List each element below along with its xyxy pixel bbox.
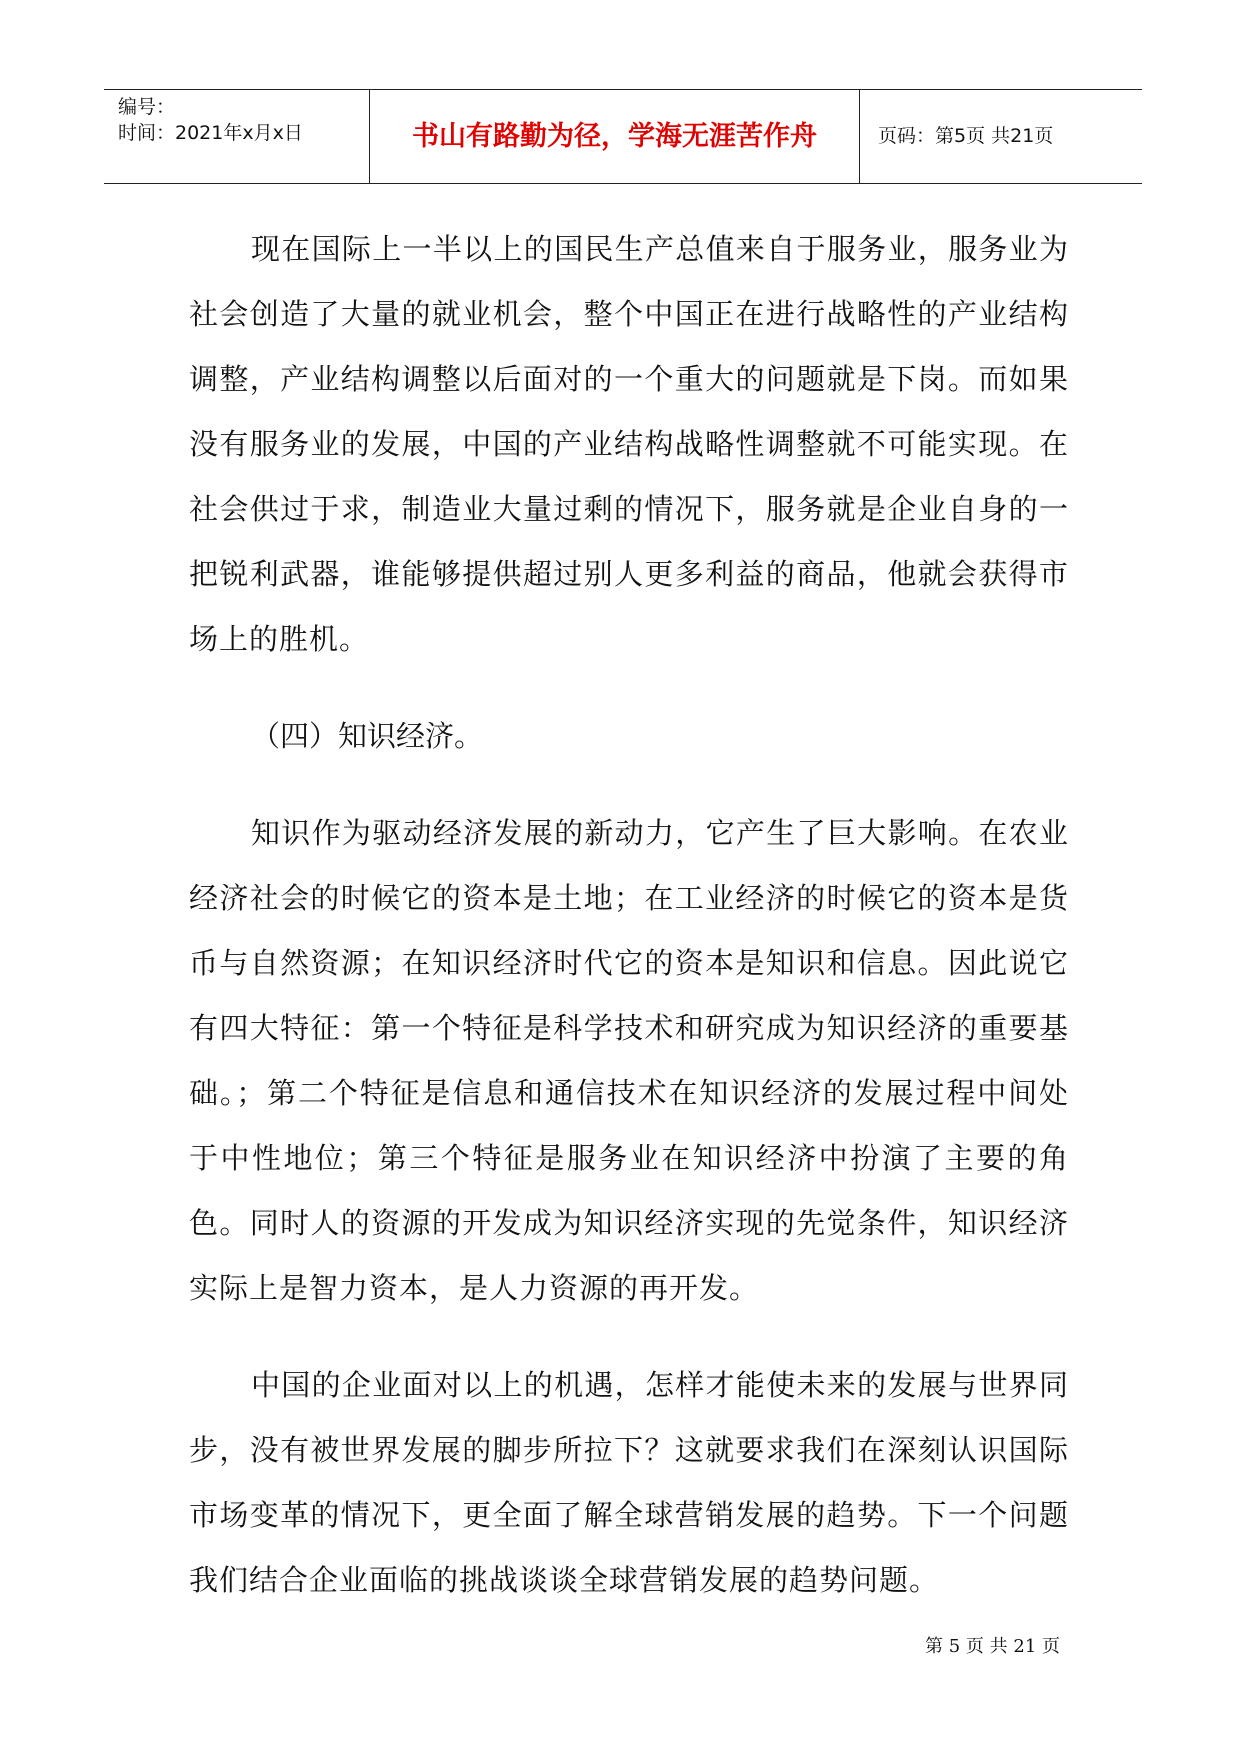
header-meta: [104, 90, 370, 183]
page-header: [104, 89, 1142, 184]
section-heading-knowledge-economy: （四）知识经济。: [251, 719, 484, 753]
paragraph-service-industry: 现在国际上一半以上的国民生产总值来自于服务业，服务业为社会创造了大量的就业机会，整个中国正在进行战略性的产业结构调整，产业结构调整以后面对的一个重大的问题就是下岗。而如果没有服务业的发展，中国的产业结构战略性调整就不可能实现。在社会供过于求，制造业大量过剩的情况下，服务就是企业自身的一把锐利武器，谁能够提供超过别人更多利益的商品，他就会获得市场上的胜机。: [189, 232, 1069, 656]
page-footer-number: 第 5 页 共 21 页: [925, 1636, 1060, 1657]
paragraph-global-marketing: 中国的企业面对以上的机遇，怎样才能使未来的发展与世界同步，没有被世界发展的脚步所拉下？这就要求我们在深刻认识国际市场变革的情况下，更全面了解全球营销发展的趋势。下一个问题我们结合企业面临的挑战谈谈全球营销发展的趋势问题。: [189, 1368, 1069, 1597]
header-motto: 书山有路勤为径，学海无涯苦作舟: [370, 90, 860, 183]
header-page-info: 页码：第5页 共21页: [878, 125, 1054, 147]
date-label: 时间：2021年x月x日: [118, 122, 303, 144]
paragraph-knowledge-economy: 知识作为驱动经济发展的新动力，它产生了巨大影响。在农业经济社会的时候它的资本是土地；在工业经济的时候它的资本是货币与自然资源；在知识经济时代它的资本是知识和信息。因此说它有四大特征：第一个特征是科学技术和研究成为知识经济的重要基础。；第二个特征是信息和通信技术在知识经济的发展过程中间处于中性地位；第三个特征是服务业在知识经济中扮演了主要的角色。同时人的资源的开发成为知识经济实现的先觉条件，知识经济实际上是智力资本，是人力资源的再开发。: [189, 816, 1069, 1305]
document-body: [189, 217, 1069, 1645]
serial-number-label: 编号：: [118, 96, 176, 118]
